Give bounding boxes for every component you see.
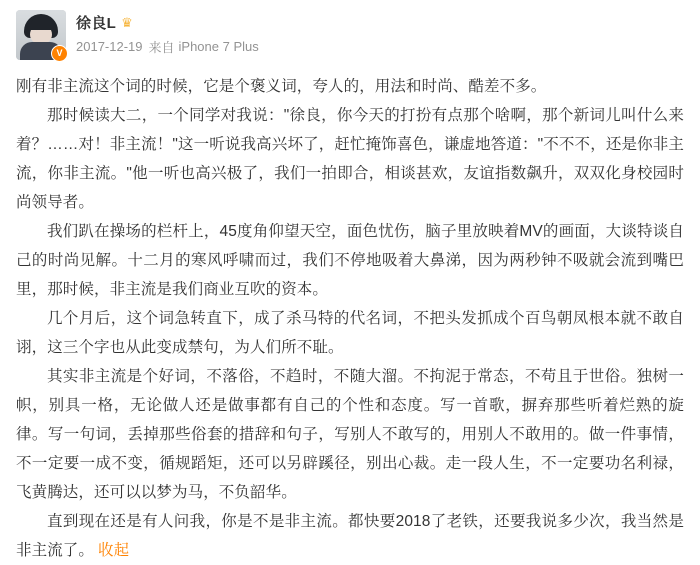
crown-icon: ♛ [121, 14, 133, 30]
post-timestamp[interactable]: 2017-12-19 [76, 39, 143, 54]
post-subheader [76, 37, 259, 56]
post-meta [76, 10, 259, 56]
post-paragraph: 那时候读大二，一个同学对我说："徐良，你今天的打扮有点那个啥啊，那个新词儿叫什么来着？……对！非主流！"这一听说我高兴坏了，赶忙掩饰喜色，谦虚地答道："不不不，还是你非主流，你非主流。"他一听也高兴极了，我们一拍即合，相谈甚欢，友谊指数飙升，双双化身校园时尚领导者。 [16, 107, 684, 211]
post-body [16, 72, 684, 565]
avatar-fringe [28, 20, 54, 30]
collapse-link[interactable]: 收起 [98, 542, 130, 559]
post-device[interactable]: iPhone 7 Plus [178, 39, 259, 54]
post-paragraph: 其实非主流是个好词，不落俗，不趋时，不随大溜。不拘泥于常态，不苟且于世俗。独树一帜，别具一格，无论做人还是做事都有自己的个性和态度。写一首歌，摒弃那些听着烂熟的旋律。写一句词，丢掉那些俗套的措辞和句子，写别人不敢写的，用别人不敢用的。做一件事情，不一定要一成不变，循规蹈矩，还可以另辟蹊径，别出心裁。走一段人生，不一定要功名利禄，飞黄腾达，还可以以梦为马，不负韶华。 [16, 368, 684, 501]
post-paragraph-text: 直到现在还是有人问我，你是不是非主流。都快要2018了老铁，还要我说多少次，我当然是非主流了。 [16, 513, 684, 559]
post-paragraph: 我们趴在操场的栏杆上，45度角仰望天空，面色忧伤，脑子里放映着MV的画面，大谈特谈自己的时尚见解。十二月的寒风呼啸而过，我们不停地吸着大鼻涕，因为两秒钟不吸就会流到嘴巴里，那时候，非主流是我们商业互吹的资本。 [16, 223, 684, 298]
author-name[interactable]: 徐良L [76, 14, 117, 32]
verified-badge-icon[interactable]: V [51, 45, 68, 62]
post-paragraph-last [16, 507, 684, 565]
author-row [76, 11, 259, 33]
post-paragraph: 几个月后，这个词急转直下，成了杀马特的代名词，不把头发抓成个百鸟朝凤根本就不敢自诩，这三个字也从此变成禁句，为人们所不耻。 [16, 310, 684, 356]
post-paragraph: 刚有非主流这个词的时候，它是个褒义词，夸人的，用法和时尚、酷差不多。 [16, 78, 547, 95]
post-header [16, 10, 684, 66]
from-label: 来自 [148, 40, 175, 55]
avatar[interactable] [16, 10, 66, 60]
